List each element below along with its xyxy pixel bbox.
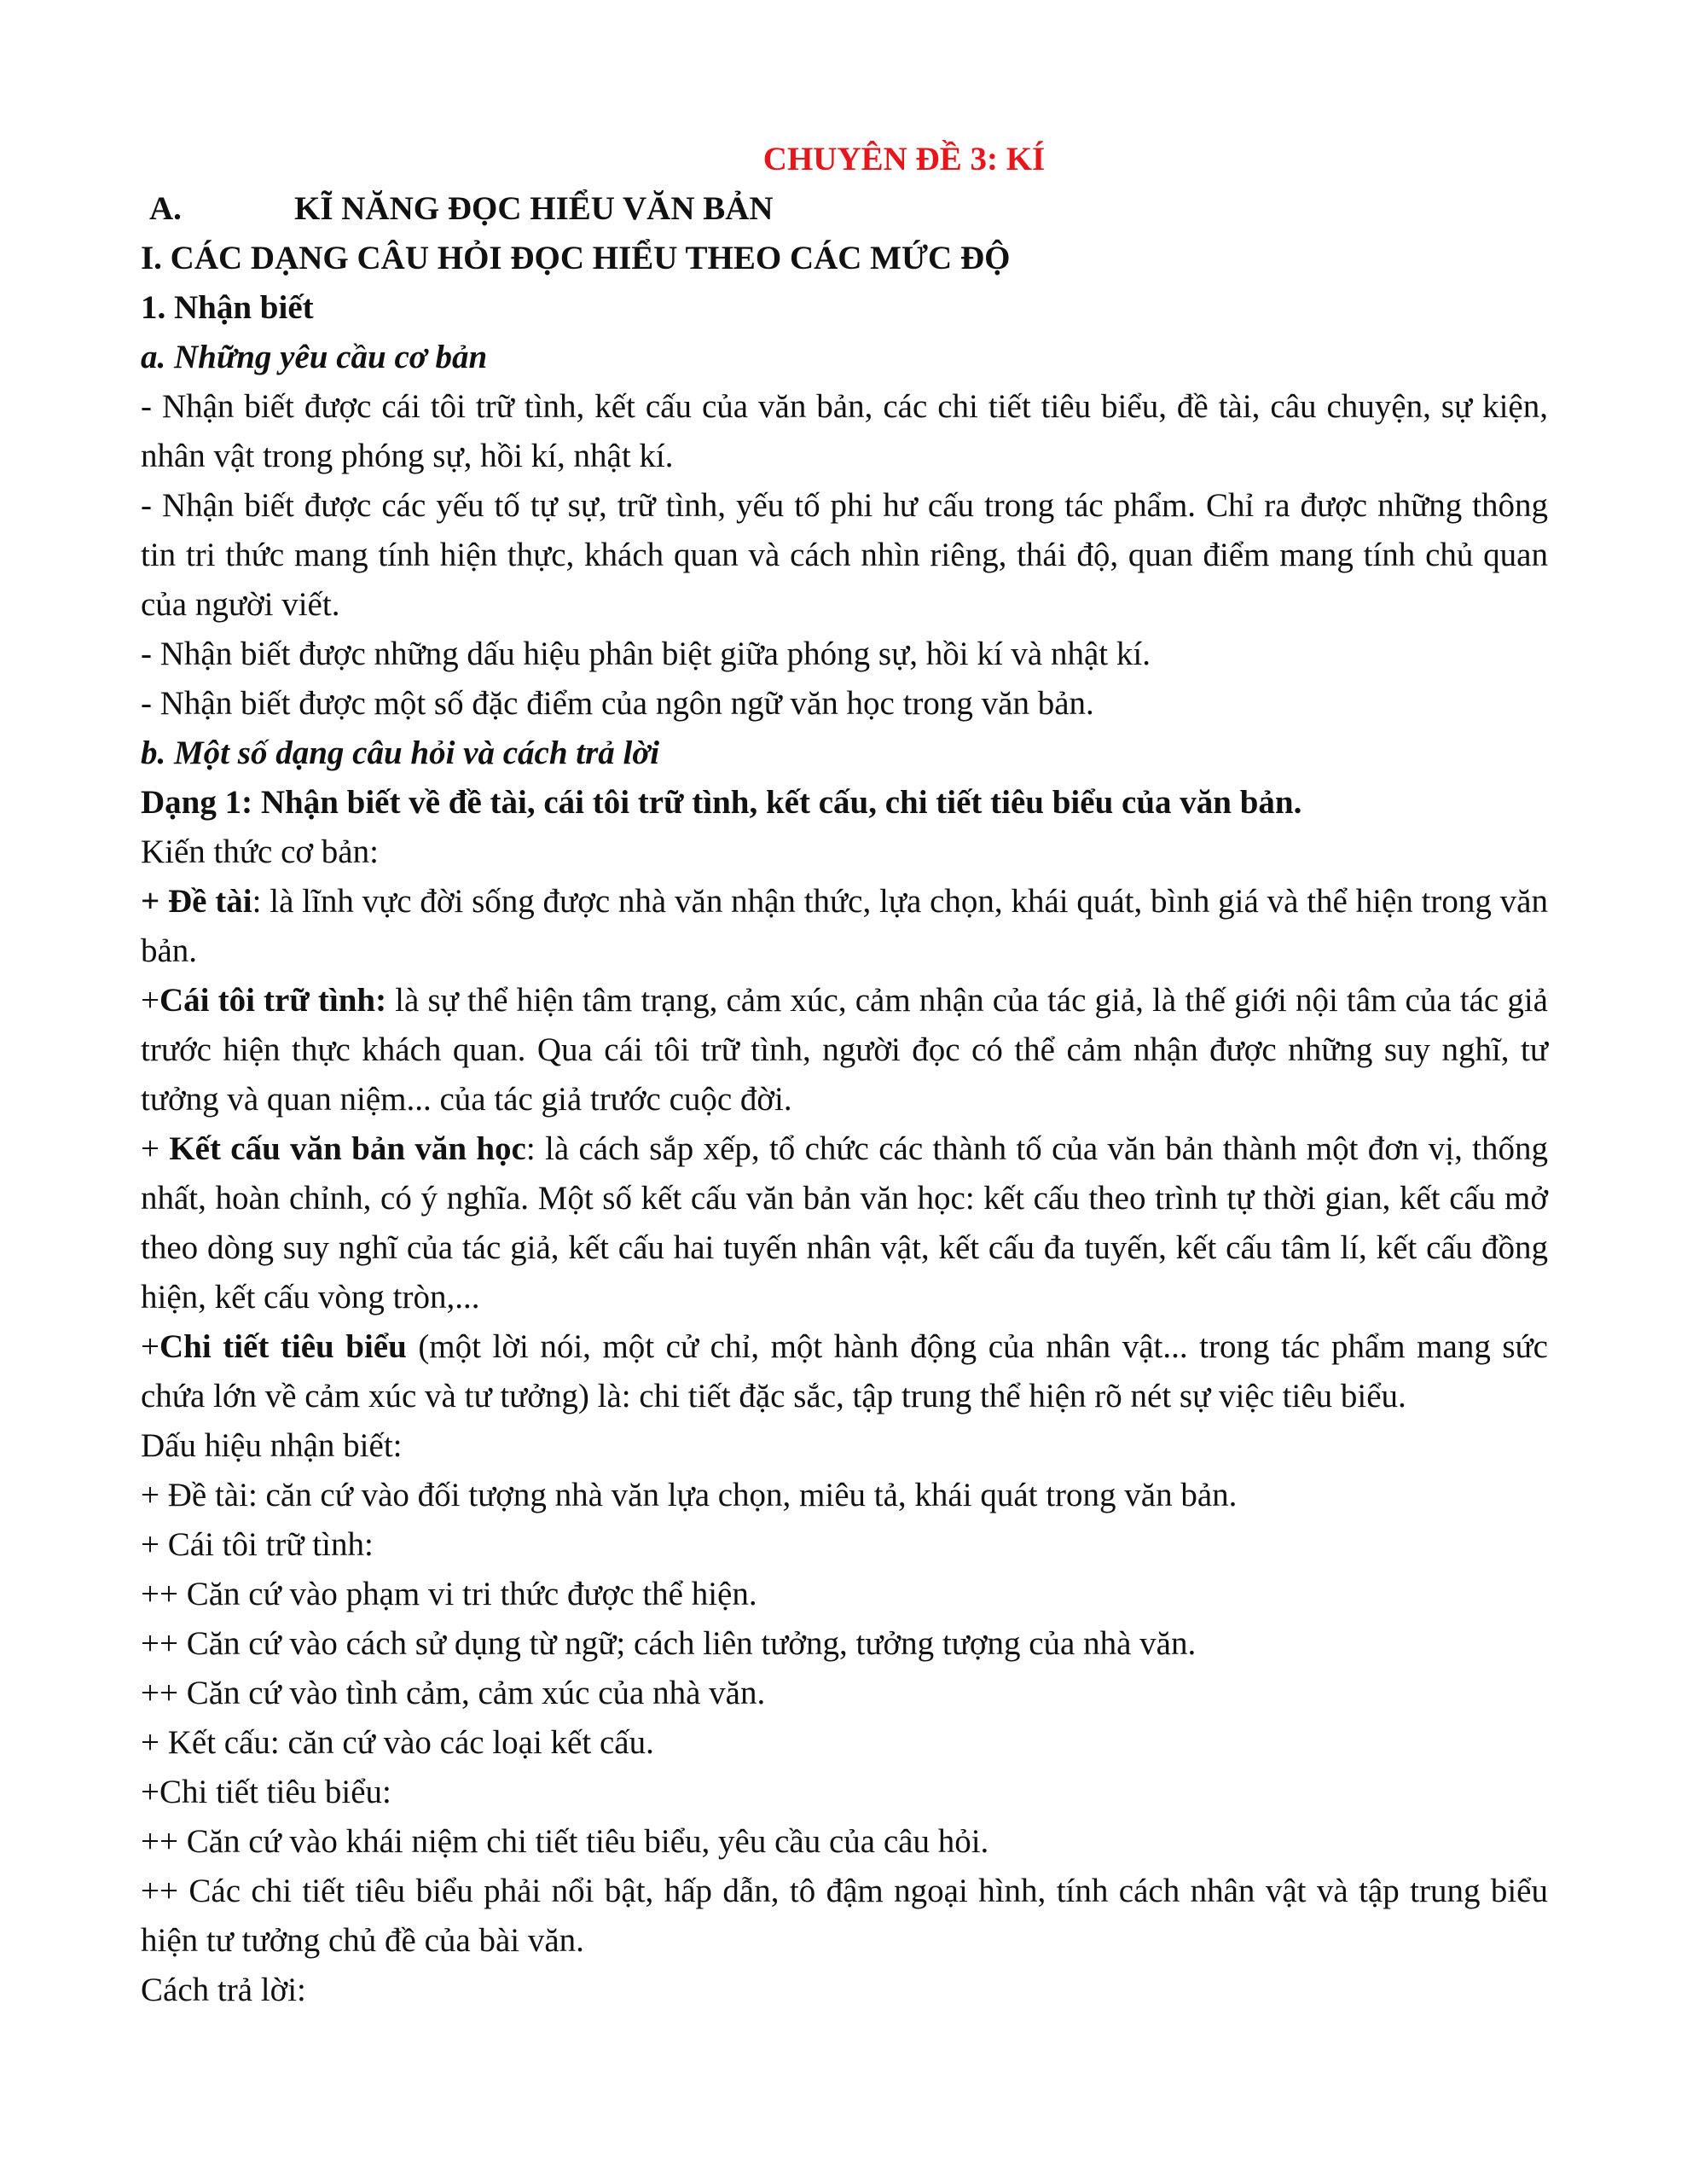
dau-hieu-item: ++ Căn cứ vào khái niệm chi tiết tiêu biểu, yêu cầu của câu hỏi. bbox=[141, 1823, 989, 1860]
dau-hieu-item: + Cái tôi trữ tình: bbox=[141, 1526, 374, 1563]
cach-tra-loi-label: Cách trả lời: bbox=[141, 1972, 306, 2008]
section-a-number: A. bbox=[149, 190, 182, 227]
ket-cau-paragraph bbox=[141, 1124, 1548, 1322]
dau-hieu-item: ++ Căn cứ vào tình cảm, cảm xúc của nhà văn. bbox=[141, 1675, 766, 1711]
de-tai-text: : là lĩnh vực đời sống được nhà văn nhận thức, lựa chọn, khái quát, bình giá và thể hiện trong văn bản. bbox=[141, 883, 1548, 969]
de-tai-paragraph bbox=[141, 877, 1548, 976]
dau-hieu-item: + Kết cấu: căn cứ vào các loại kết cấu. bbox=[141, 1724, 654, 1761]
cai-toi-paragraph bbox=[141, 976, 1548, 1124]
chi-tiet-text: (một lời nói, một cử chỉ, một hành động của nhân vật... trong tác phẩm mang sức chứa lớn về cảm xúc và tư tưởng) là: chi tiết đặc sắc, tập trung thể hiện rõ nét sự việc tiêu biểu. bbox=[141, 1328, 1548, 1414]
dau-hieu-item: +Chi tiết tiêu biểu: bbox=[141, 1774, 391, 1810]
kien-thuc-label: Kiến thức cơ bản: bbox=[141, 834, 379, 870]
dau-hieu-item: + Đề tài: căn cứ vào đối tượng nhà văn lựa chọn, miêu tả, khái quát trong văn bản. bbox=[141, 1477, 1238, 1513]
requirement-item: - Nhận biết được cái tôi trữ tình, kết cấu của văn bản, các chi tiết tiêu biểu, đề tài, câu chuyện, sự kiện, nhân vật trong phóng sự, hồi kí, nhật kí. bbox=[141, 388, 1548, 474]
chi-tiet-prefix: + bbox=[141, 1328, 159, 1365]
requirement-item: - Nhận biết được các yếu tố tự sự, trữ tình, yếu tố phi hư cấu trong tác phẩm. Chỉ ra được những thông tin tri thức mang tính hiện thực, khách quan và cách nhìn riêng, thái độ, quan điểm mang tính chủ quan của người viết. bbox=[141, 487, 1548, 623]
ket-cau-prefix: + bbox=[141, 1130, 170, 1167]
subsection-a-heading: a. Những yêu cầu cơ bản bbox=[141, 339, 488, 375]
ket-cau-text: : là cách sắp xếp, tổ chức các thành tố của văn bản thành một đơn vị, thống nhất, hoàn chỉnh, có ý nghĩa. Một số kết cấu văn bản văn học: kết cấu theo trình tự thời gian, kết cấu mở theo dòng suy nghĩ của tác giả, kết cấu hai tuyến nhân vật, kết cấu đa tuyến, kết cấu tâm lí, kết cấu đồng hiện, kết cấu vòng tròn,... bbox=[141, 1130, 1548, 1316]
dang-1-heading: Dạng 1: Nhận biết về đề tài, cái tôi trữ tình, kết cấu, chi tiết tiêu biểu của văn bản. bbox=[141, 784, 1302, 821]
dau-hieu-item: ++ Căn cứ vào phạm vi tri thức được thể hiện. bbox=[141, 1576, 757, 1612]
document-page bbox=[141, 135, 1548, 2015]
chi-tiet-paragraph bbox=[141, 1322, 1548, 1421]
cai-toi-prefix: + bbox=[141, 982, 159, 1019]
cai-toi-term: Cái tôi trữ tình: bbox=[159, 982, 387, 1019]
chi-tiet-term: Chi tiết tiêu biểu bbox=[159, 1328, 407, 1365]
section-a-label: KĨ NĂNG ĐỌC HIỂU VĂN BẢN bbox=[294, 190, 774, 227]
subsection-1-heading: 1. Nhận biết bbox=[141, 289, 314, 326]
section-1-heading: I. CÁC DẠNG CÂU HỎI ĐỌC HIỂU THEO CÁC MỨC ĐỘ bbox=[141, 240, 1011, 276]
de-tai-prefix: + bbox=[141, 883, 169, 920]
de-tai-term: Đề tài bbox=[168, 883, 252, 920]
cai-toi-text: là sự thể hiện tâm trạng, cảm xúc, cảm nhận của tác giả, là thế giới nội tâm của tác giả trước hiện thực khách quan. Qua cái tôi trữ tình, người đọc có thể cảm nhận được những suy nghĩ, tư tưởng và quan niệm... của tác giả trước cuộc đời. bbox=[141, 982, 1548, 1118]
dau-hieu-label: Dấu hiệu nhận biết: bbox=[141, 1427, 403, 1464]
section-a-heading bbox=[141, 184, 1548, 234]
ket-cau-term: Kết cấu văn bản văn học bbox=[169, 1130, 526, 1167]
dau-hieu-item: ++ Các chi tiết tiêu biểu phải nổi bật, hấp dẫn, tô đậm ngoại hình, tính cách nhân vật và tập trung biểu hiện tư tưởng chủ đề của bài văn. bbox=[141, 1873, 1548, 1959]
subsection-b-heading: b. Một số dạng câu hỏi và cách trả lời bbox=[141, 735, 660, 771]
requirement-item: - Nhận biết được những dấu hiệu phân biệt giữa phóng sự, hồi kí và nhật kí. bbox=[141, 636, 1151, 672]
requirement-item: - Nhận biết được một số đặc điểm của ngôn ngữ văn học trong văn bản. bbox=[141, 685, 1094, 722]
dau-hieu-item: ++ Căn cứ vào cách sử dụng từ ngữ; cách liên tưởng, tưởng tượng của nhà văn. bbox=[141, 1625, 1197, 1662]
document-title: CHUYÊN ĐỀ 3: KÍ bbox=[762, 141, 1046, 177]
